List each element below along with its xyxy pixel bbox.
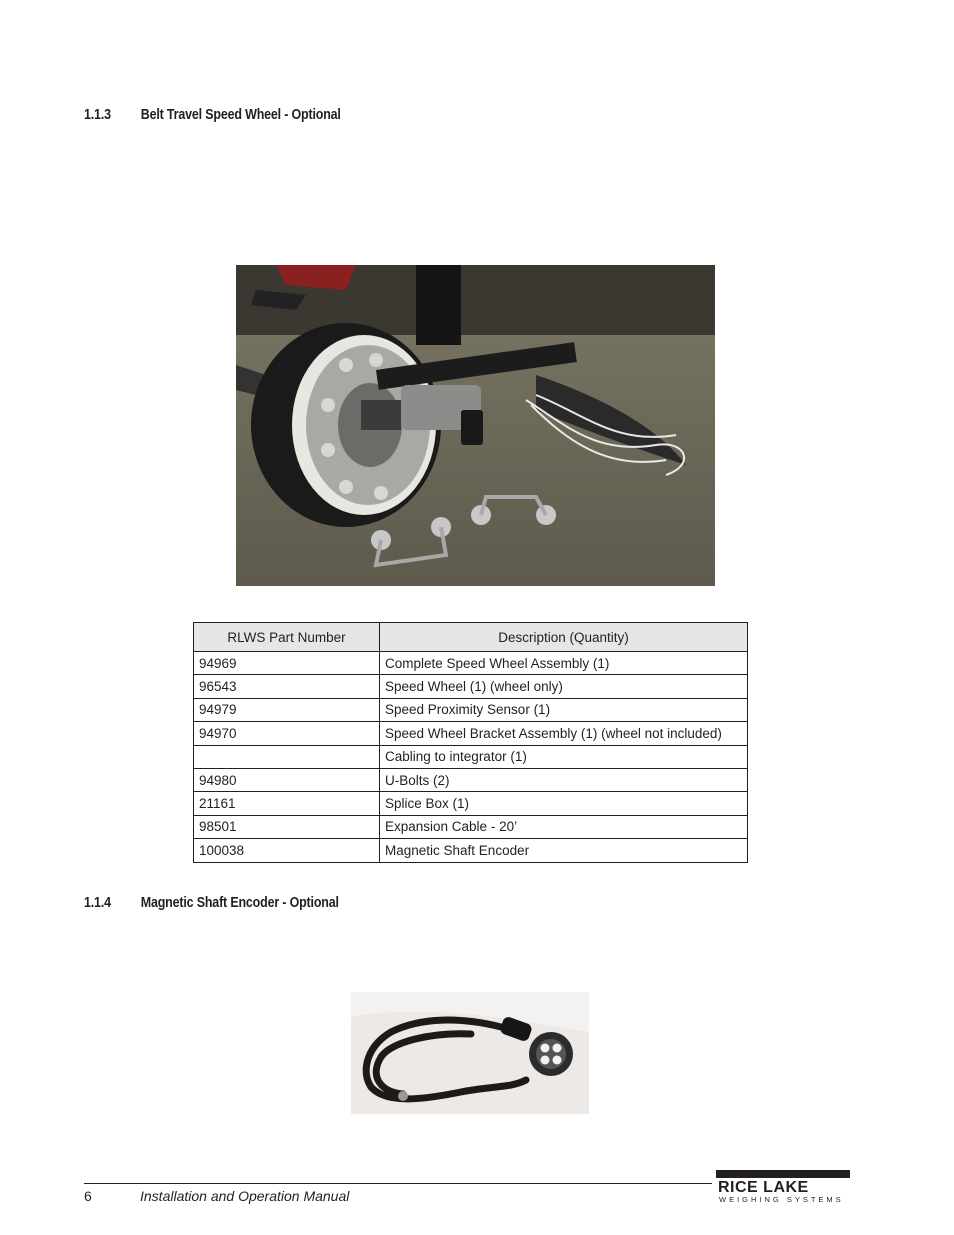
description-cell: Complete Speed Wheel Assembly (1)	[380, 652, 748, 675]
description-cell: Speed Wheel Bracket Assembly (1) (wheel not included)	[380, 722, 748, 745]
part-number-cell: 100038	[194, 839, 380, 862]
description-cell: Expansion Cable - 20’	[380, 815, 748, 838]
section-title: Magnetic Shaft Encoder - Optional	[140, 895, 339, 911]
magnetic-shaft-encoder-photo	[351, 992, 589, 1114]
part-number-cell: 96543	[194, 675, 380, 698]
part-number-cell: 94970	[194, 722, 380, 745]
table-row	[194, 792, 748, 815]
table-row	[194, 675, 748, 698]
description-cell: Magnetic Shaft Encoder	[380, 839, 748, 862]
table-row	[194, 722, 748, 745]
description-cell: Cabling to integrator (1)	[380, 745, 748, 768]
section-title: Belt Travel Speed Wheel - Optional	[140, 107, 341, 123]
part-number-cell: 98501	[194, 815, 380, 838]
table-row	[194, 652, 748, 675]
description-cell: Speed Proximity Sensor (1)	[380, 698, 748, 721]
description-cell: Splice Box (1)	[380, 792, 748, 815]
table-row	[194, 745, 748, 768]
table-row	[194, 839, 748, 862]
table-row	[194, 698, 748, 721]
parts-table	[193, 622, 748, 863]
section-number: 1.1.4	[84, 895, 111, 911]
speed-wheel-photo	[236, 265, 715, 586]
section-heading-1-1-4	[84, 895, 339, 911]
column-header-description: Description (Quantity)	[380, 623, 748, 652]
column-header-part-number: RLWS Part Number	[194, 623, 380, 652]
table-row	[194, 768, 748, 791]
table-header-row	[194, 623, 748, 652]
section-number: 1.1.3	[84, 107, 111, 123]
document-title: Installation and Operation Manual	[140, 1188, 350, 1204]
description-cell: U-Bolts (2)	[380, 768, 748, 791]
svg-text:RICE LAKE: RICE LAKE	[718, 1179, 809, 1196]
rice-lake-logo	[716, 1168, 854, 1204]
part-number-cell	[194, 745, 380, 768]
part-number-cell: 94969	[194, 652, 380, 675]
footer-rule	[84, 1183, 712, 1184]
table-row	[194, 815, 748, 838]
description-cell: Speed Wheel (1) (wheel only)	[380, 675, 748, 698]
svg-text:WEIGHING SYSTEMS: WEIGHING SYSTEMS	[719, 1195, 844, 1204]
part-number-cell: 21161	[194, 792, 380, 815]
part-number-cell: 94980	[194, 768, 380, 791]
part-number-cell: 94979	[194, 698, 380, 721]
page-number: 6	[84, 1188, 92, 1204]
section-heading-1-1-3	[84, 107, 341, 123]
